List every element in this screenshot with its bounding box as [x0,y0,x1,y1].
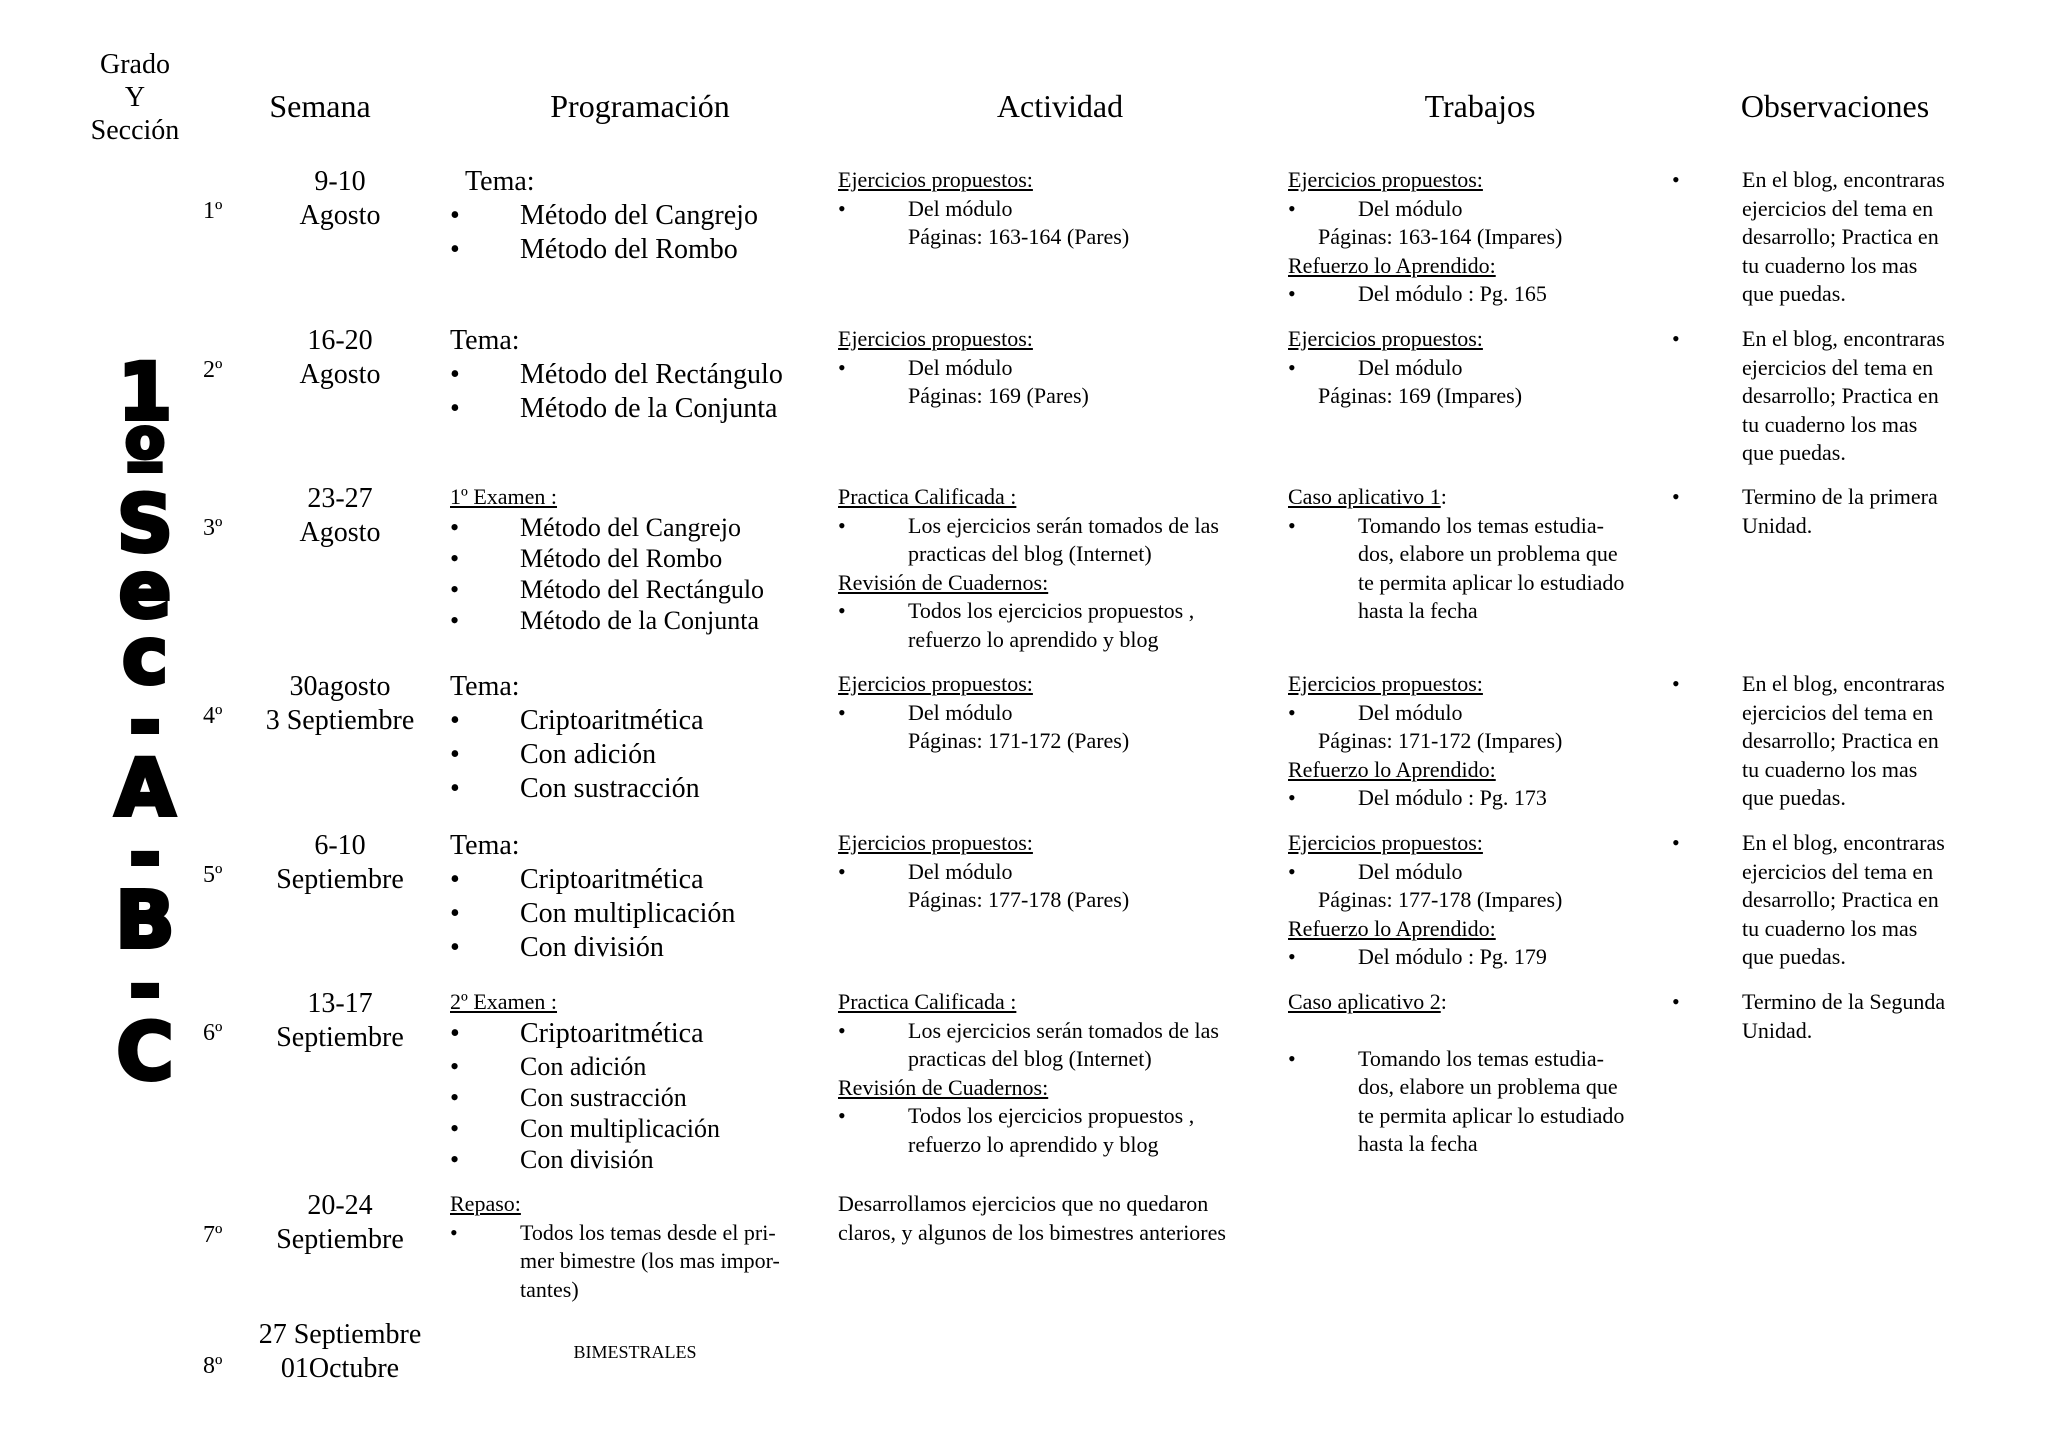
actividad-cell [838,670,1278,756]
actividad-cell [838,166,1278,252]
week-line: 9-10 [314,166,366,197]
prog-title: Tema: [450,830,520,861]
trab-item: • Del módulo [1288,858,1668,887]
act-title-2: Revisión de Cuadernos: [838,569,1049,595]
trab-item: • Del módulo [1288,195,1668,224]
obs-line: tu cuaderno los mas [1742,252,1918,278]
vertical-char: A [114,744,176,834]
trab-title-text: Caso aplicativo 2 [1288,989,1441,1014]
week-line: 13-17 [307,988,373,1019]
obs-line: tu cuaderno los mas [1742,756,1918,782]
vertical-char: º [123,414,167,504]
prog-item-line: • Todos los temas desde el pri- [520,1219,776,1245]
prog-item-line: tantes) [520,1276,579,1302]
observaciones-cell [1672,988,2012,1045]
vertical-char: e [118,546,172,636]
trab-item [1288,512,1668,626]
act-item: • Del módulo [838,858,1278,887]
prog-item: • Criptoaritmética [450,1017,820,1051]
programacion-cell [450,165,820,267]
obs-line: • En el blog, encontraras [1672,670,2012,699]
prog-item: • Método del Cangrejo [450,199,820,233]
observaciones-cell [1672,166,2012,309]
obs-line: • En el blog, encontraras [1672,325,2012,354]
grado-seccion-header [60,48,210,147]
trab-item [1288,1045,1668,1159]
actividad-cell [838,325,1278,411]
obs-line: ejercicios del tema en [1742,699,1934,725]
vertical-char: C [116,1008,174,1098]
prog-item: • Con adición [450,1051,820,1082]
act-title: Practica Calificada : [838,989,1017,1014]
row-number: 7º [203,1222,223,1248]
trab-pages: Páginas: 177-178 (Impares) [1318,887,1563,912]
prog-title: Repaso: [450,1191,521,1216]
week-line: Agosto [299,517,381,548]
programacion-cell [450,829,820,965]
prog-item-line: mer bimestre (los mas impor- [520,1248,780,1273]
trab-item-line: • Tomando los temas estudia- [1358,1045,1604,1071]
prog-item: • Método de la Conjunta [450,392,820,426]
obs-line: • Termino de la primera [1672,483,2012,512]
week-line: Agosto [299,200,381,231]
act-pages: Páginas: 163-164 (Pares) [908,224,1130,249]
obs-line: desarrollo; Practica en [1742,224,1939,249]
act-pages: Páginas: 171-172 (Pares) [908,728,1130,753]
header-semana: Semana [269,88,371,124]
trab-item-line: • Tomando los temas estudia- [1358,512,1604,538]
row-number: 2º [203,357,223,383]
act-line: Desarrollamos ejercicios que no quedaron [838,1191,1209,1216]
week-line: 27 Septiembre [258,1319,422,1350]
act-item-line: practicas del blog (Internet) [908,1046,1152,1071]
obs-line: que puedas. [1742,944,1846,969]
act-item-2 [838,1102,1278,1159]
observaciones-cell [1672,483,2012,540]
trab-title-2: Refuerzo lo Aprendido: [1288,252,1496,278]
vertical-char: - [128,678,162,768]
obs-line: ejercicios del tema en [1742,195,1934,221]
header-trabajos: Trabajos [1424,88,1536,124]
act-item: • Del módulo [838,195,1278,224]
vertical-char: 1 [117,348,173,438]
observaciones-cell [1672,670,2012,813]
observaciones-cell [1672,829,2012,972]
obs-line: que puedas. [1742,281,1846,306]
row-number: 4º [203,703,223,729]
trabajos-cell [1288,670,1668,813]
prog-item: • Con sustracción [450,1082,820,1113]
act-item [838,1017,1278,1074]
act-title: Practica Calificada : [838,484,1017,509]
trab-pages: Páginas: 163-164 (Impares) [1318,224,1563,249]
act-item: • Del módulo [838,354,1278,383]
obs-line: tu cuaderno los mas [1742,411,1918,437]
prog-title: Tema: [450,671,520,702]
prog-item: • Con multiplicación [450,1113,820,1144]
act-item-line: • Todos los ejercicios propuestos , [908,598,1195,623]
week-dates [240,987,440,1055]
act-item-line: practicas del blog (Internet) [908,541,1152,566]
vertical-char: S [116,480,174,570]
row-number: 5º [203,862,223,888]
week-dates [240,670,440,738]
week-line: Septiembre [276,1022,404,1053]
actividad-cell [838,829,1278,915]
act-item-line: refuerzo lo aprendido y blog [908,1131,1159,1157]
obs-line: Unidad. [1742,512,1813,538]
trab-title-2: Refuerzo lo Aprendido: [1288,756,1496,782]
act-title: Ejercicios propuestos: [838,326,1033,351]
header-programacion: Programación [550,88,730,124]
week-dates [240,1189,440,1257]
obs-line: desarrollo; Practica en [1742,887,1939,912]
prog-item: • Método de la Conjunta [450,605,820,636]
trab-title [1288,483,1668,512]
prog-item: • Criptoaritmética [450,704,820,738]
week-line: 16-20 [307,325,373,356]
trab-pages: Páginas: 171-172 (Impares) [1318,728,1563,753]
programacion-cell [450,988,820,1175]
vertical-char: - [128,942,162,1032]
week-line: 23-27 [307,483,373,514]
prog-title: Tema: [465,166,535,197]
obs-line: que puedas. [1742,785,1846,810]
act-title: Ejercicios propuestos: [838,671,1033,696]
programacion-cell [450,670,820,806]
row-number: 3º [203,515,223,541]
trab-title: Ejercicios propuestos: [1288,830,1483,855]
actividad-cell [838,988,1278,1159]
week-line: Septiembre [276,864,404,895]
trab-item-2: • Del módulo : Pg. 165 [1288,280,1668,309]
programacion-cell [450,1190,820,1304]
prog-item [450,1219,820,1305]
trabajos-cell [1288,829,1668,972]
week-dates [240,1318,440,1386]
prog-item: • Método del Rombo [450,543,820,574]
row-number: 6º [203,1020,223,1046]
week-line: 30agosto [289,671,391,702]
vertical-char: c [121,612,169,702]
trabajos-cell [1288,166,1668,309]
grado-line-2: Y [124,82,146,113]
act-item [838,512,1278,569]
trab-item-line: te permita aplicar lo estudiado [1358,569,1625,595]
week-line: Septiembre [276,1224,404,1255]
trab-item-line: hasta la fecha [1358,1131,1478,1156]
prog-item: • Criptoaritmética [450,863,820,897]
trabajos-cell [1288,988,1668,1159]
vertical-char: B [115,876,175,966]
obs-line: que puedas. [1742,440,1846,465]
prog-item: • Con sustracción [450,772,820,806]
trab-title-2: Refuerzo lo Aprendido: [1288,915,1496,941]
prog-title: Tema: [450,325,520,356]
week-line: 01Octubre [280,1353,400,1384]
prog-item: • Método del Rombo [450,233,820,267]
prog-item: • Método del Cangrejo [450,512,820,543]
obs-line: tu cuaderno los mas [1742,915,1918,941]
trab-title: Ejercicios propuestos: [1288,671,1483,696]
prog-item: • Con adición [450,738,820,772]
week-dates [240,482,440,550]
act-item-line: refuerzo lo aprendido y blog [908,626,1159,652]
header-observaciones: Observaciones [1740,88,1930,124]
row-number: 1º [203,198,223,224]
trabajos-cell [1288,325,1668,411]
trab-title-colon: : [1440,989,1447,1014]
programacion-cell [450,483,820,636]
trab-item-line: dos, elabore un problema que [1358,541,1618,566]
act-title-2: Revisión de Cuadernos: [838,1074,1049,1100]
act-line: claros, y algunos de los bimestres anteriores [838,1219,1226,1245]
trab-title: Ejercicios propuestos: [1288,167,1483,192]
week-dates [240,165,440,233]
obs-line: • En el blog, encontraras [1672,829,2012,858]
act-item-line: • Los ejercicios serán tomados de las [908,512,1219,538]
bimestrales-label: BIMESTRALES [573,1342,697,1362]
trab-title-text: Caso aplicativo 1 [1288,484,1441,509]
week-line: 6-10 [314,830,366,861]
week-line: 3 Septiembre [265,705,415,736]
act-item: • Del módulo [838,699,1278,728]
vertical-grade-label [105,348,185,1098]
prog-item: • Método del Rectángulo [450,574,820,605]
prog-item: • Con multiplicación [450,897,820,931]
trab-item-line: hasta la fecha [1358,598,1478,623]
week-dates [240,324,440,392]
act-item-line: • Los ejercicios serán tomados de las [908,1017,1219,1043]
prog-title: 2º Examen : [450,989,558,1014]
week-dates [240,829,440,897]
prog-item: • Con división [450,931,820,965]
trab-title: Ejercicios propuestos: [1288,326,1483,351]
act-item-2 [838,597,1278,654]
act-pages: Páginas: 169 (Pares) [908,383,1089,408]
act-pages: Páginas: 177-178 (Pares) [908,887,1130,912]
trab-item-2: • Del módulo : Pg. 173 [1288,784,1668,813]
trab-pages: Páginas: 169 (Impares) [1318,383,1523,408]
act-item-line: • Todos los ejercicios propuestos , [908,1103,1195,1128]
act-title: Ejercicios propuestos: [838,830,1033,855]
act-title: Ejercicios propuestos: [838,167,1033,192]
prog-item: • Método del Rectángulo [450,358,820,392]
obs-line: • Termino de la Segunda [1672,988,2012,1017]
prog-item: • Con división [450,1144,820,1175]
header-actividad: Actividad [996,88,1124,124]
trab-title-colon: : [1440,484,1447,509]
obs-line: ejercicios del tema en [1742,858,1934,884]
observaciones-cell [1672,325,2012,468]
vertical-char: - [128,810,162,900]
trab-item-line: te permita aplicar lo estudiado [1358,1102,1625,1128]
trab-item: • Del módulo [1288,354,1668,383]
obs-line: desarrollo; Practica en [1742,728,1939,753]
obs-line: • En el blog, encontraras [1672,166,2012,195]
trab-item: • Del módulo [1288,699,1668,728]
trabajos-cell [1288,483,1668,626]
week-line: Agosto [299,359,381,390]
grado-line-3: Sección [90,115,180,146]
actividad-cell [838,1190,1278,1247]
programacion-cell [450,324,820,426]
trab-item-line: dos, elabore un problema que [1358,1074,1618,1099]
week-line: 20-24 [307,1190,373,1221]
trab-item-2: • Del módulo : Pg. 179 [1288,943,1668,972]
grado-line-1: Grado [100,49,170,80]
obs-line: Unidad. [1742,1017,1813,1043]
obs-line: desarrollo; Practica en [1742,383,1939,408]
obs-line: ejercicios del tema en [1742,354,1934,380]
row-number: 8º [203,1353,223,1379]
actividad-cell [838,483,1278,654]
prog-title: 1º Examen : [450,484,558,509]
trab-title [1288,988,1668,1017]
